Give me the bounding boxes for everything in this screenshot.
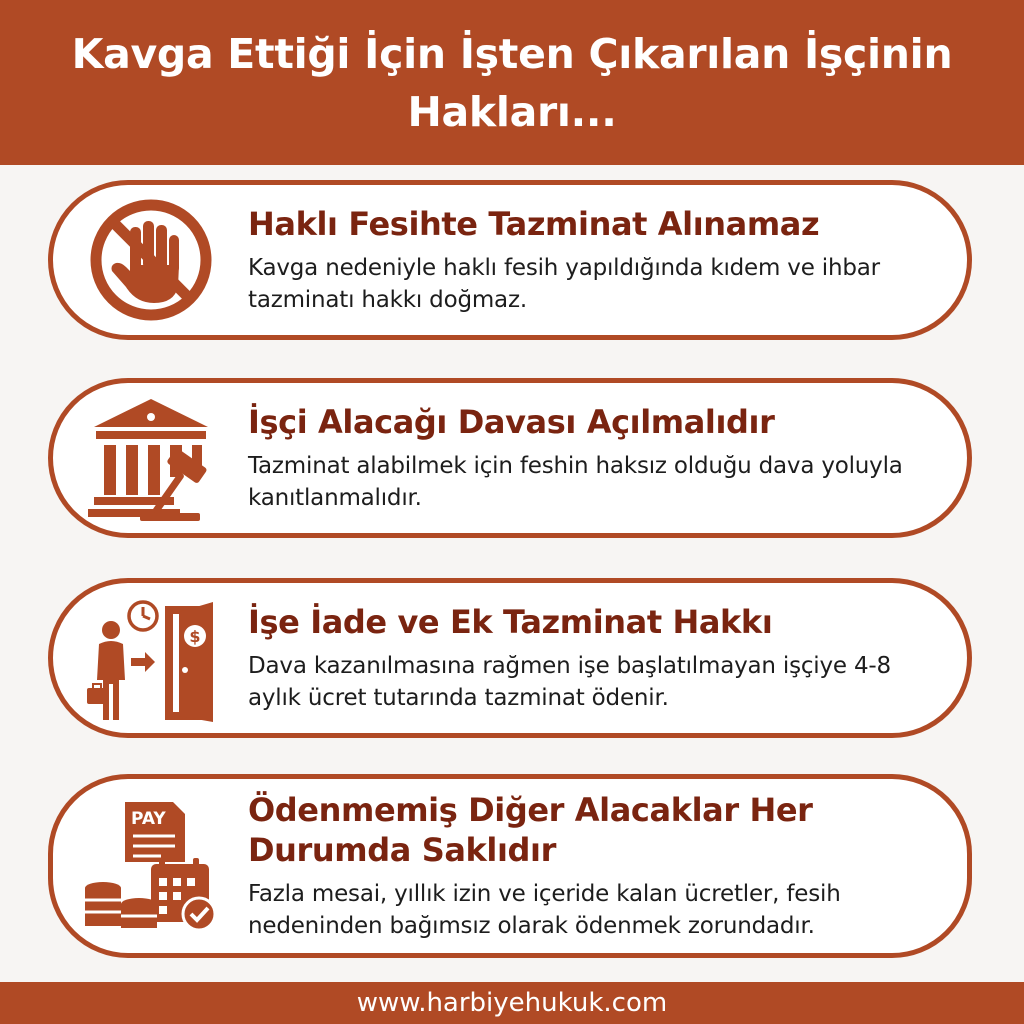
svg-text:PAY: PAY	[131, 809, 166, 829]
svg-text:$: $	[189, 627, 201, 646]
card-description: Fazla mesai, yıllık izin ve içeride kalan ücretler, fesih nedeninden bağımsız olarak ödenmek zorundadır.	[248, 881, 841, 939]
worker-door-money-icon	[81, 588, 221, 728]
card-title: Ödenmemiş Diğer Alacaklar Her Durumda Saklıdır	[248, 791, 813, 869]
card-title: İşçi Alacağı Davası Açılmalıdır	[248, 403, 775, 441]
stop-hand-icon	[81, 190, 221, 330]
card-description: Tazminat alabilmek için feshin haksız olduğu dava yoluyla kanıtlanmalıdır.	[248, 453, 903, 511]
card-description: Dava kazanılmasına rağmen işe başlatılmayan işçiye 4-8 aylık ücret tutarında tazminat ödenir.	[248, 653, 891, 711]
card-other-receivables	[48, 774, 972, 958]
header-banner	[0, 0, 1024, 165]
card-title: İşe İade ve Ek Tazminat Hakkı	[248, 603, 773, 641]
website-link[interactable]: www.harbiyehukuk.com	[356, 988, 668, 1018]
card-reinstatement	[48, 578, 972, 738]
footer-bar	[0, 982, 1024, 1024]
card-title: Haklı Fesihte Tazminat Alınamaz	[248, 205, 820, 243]
courthouse-gavel-icon	[81, 388, 221, 528]
card-justified-termination	[48, 180, 972, 340]
card-receivable-lawsuit	[48, 378, 972, 538]
card-description: Kavga nedeniyle haklı fesih yapıldığında kıdem ve ihbar tazminatı hakkı doğmaz.	[248, 255, 880, 313]
page-title: Kavga Ettiği İçin İşten Çıkarılan İşçinin Hakları...	[71, 29, 953, 136]
pay-coins-calendar-icon	[81, 796, 221, 936]
